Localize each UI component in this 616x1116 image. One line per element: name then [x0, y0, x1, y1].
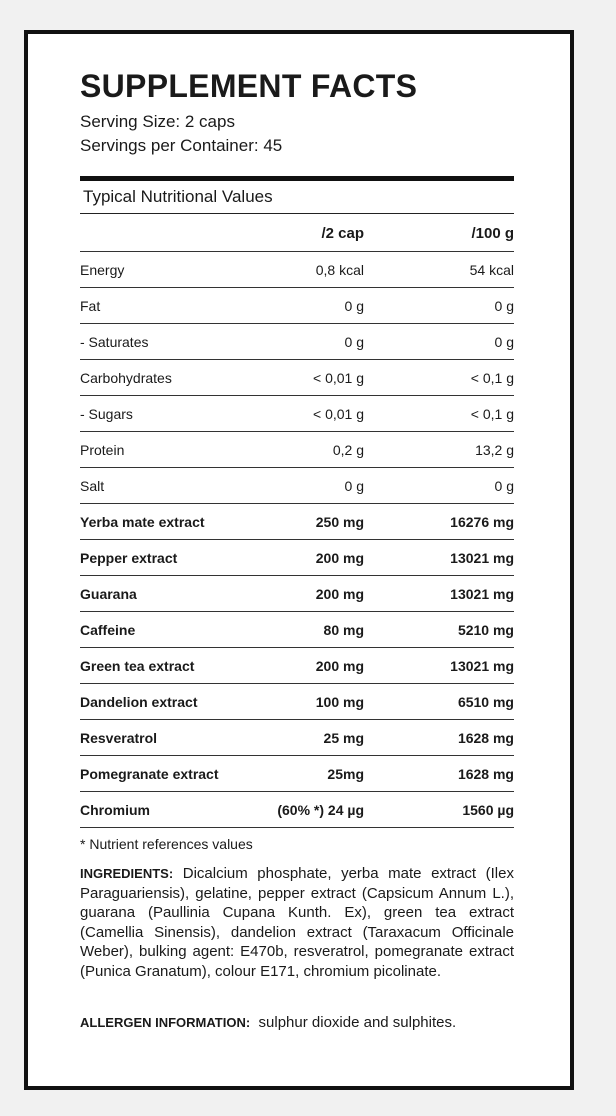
- per-100g-value: 0 g: [364, 324, 514, 360]
- servings-per-container: Servings per Container: 45: [80, 136, 283, 155]
- nutrient-name: - Saturates: [80, 324, 260, 360]
- nutrient-name: Pomegranate extract: [80, 756, 260, 792]
- per-100g-value: 0 g: [364, 468, 514, 504]
- per-100g-value: 6510 mg: [364, 684, 514, 720]
- nutrient-name: Green tea extract: [80, 648, 260, 684]
- column-header-name: [80, 216, 260, 252]
- per-serving-value: 200 mg: [260, 576, 364, 612]
- nutrient-name: Chromium: [80, 792, 260, 828]
- table-row: [80, 360, 514, 396]
- per-serving-value: 0 g: [260, 468, 364, 504]
- nutrient-name: Fat: [80, 288, 260, 324]
- per-100g-value: < 0,1 g: [364, 360, 514, 396]
- supplement-facts-panel: [24, 30, 574, 1090]
- per-100g-value: 13021 mg: [364, 576, 514, 612]
- nutrient-name: Energy: [80, 252, 260, 288]
- nutrient-name: - Sugars: [80, 396, 260, 432]
- allergen-block: [80, 1014, 520, 1031]
- per-100g-value: 1628 mg: [364, 756, 514, 792]
- table-row: [80, 684, 514, 720]
- per-100g-value: 13021 mg: [364, 648, 514, 684]
- page-title: SUPPLEMENT FACTS: [80, 68, 418, 104]
- nutrient-name: Dandelion extract: [80, 684, 260, 720]
- nutrient-name: Yerba mate extract: [80, 504, 260, 540]
- footnote: * Nutrient references values: [80, 836, 253, 852]
- nutrient-name: Carbohydrates: [80, 360, 260, 396]
- per-100g-value: 13021 mg: [364, 540, 514, 576]
- per-serving-value: 0,2 g: [260, 432, 364, 468]
- per-serving-value: (60% *) 24 µg: [260, 792, 364, 828]
- per-100g-value: 13,2 g: [364, 432, 514, 468]
- per-serving-value: 25 mg: [260, 720, 364, 756]
- allergen-label: ALLERGEN INFORMATION:: [80, 1015, 251, 1030]
- nutrient-name: Guarana: [80, 576, 260, 612]
- table-row: [80, 396, 514, 432]
- nutrient-name: Pepper extract: [80, 540, 260, 576]
- per-serving-value: 25mg: [260, 756, 364, 792]
- nutrient-name: Resveratrol: [80, 720, 260, 756]
- column-header-per-100g: /100 g: [364, 216, 514, 252]
- per-100g-value: 54 kcal: [364, 252, 514, 288]
- table-row: [80, 432, 514, 468]
- per-serving-value: 0 g: [260, 288, 364, 324]
- per-serving-value: < 0,01 g: [260, 396, 364, 432]
- per-100g-value: < 0,1 g: [364, 396, 514, 432]
- per-100g-value: 1560 µg: [364, 792, 514, 828]
- per-100g-value: 1628 mg: [364, 720, 514, 756]
- per-serving-value: 0,8 kcal: [260, 252, 364, 288]
- table-row: [80, 648, 514, 684]
- table-row: [80, 252, 514, 288]
- per-serving-value: 100 mg: [260, 684, 364, 720]
- table-row: [80, 540, 514, 576]
- serving-size: Serving Size: 2 caps: [80, 112, 235, 131]
- per-serving-value: 200 mg: [260, 648, 364, 684]
- table-header-row: [80, 216, 514, 252]
- nutrient-name: Salt: [80, 468, 260, 504]
- allergen-text: sulphur dioxide and sulphites.: [258, 1014, 457, 1031]
- table-row: [80, 720, 514, 756]
- table-row: [80, 288, 514, 324]
- per-serving-value: 250 mg: [260, 504, 364, 540]
- nutrient-name: Caffeine: [80, 612, 260, 648]
- table-row: [80, 576, 514, 612]
- table-row: [80, 468, 514, 504]
- nutrition-table: [80, 216, 514, 828]
- per-serving-value: < 0,01 g: [260, 360, 364, 396]
- table-row: [80, 504, 514, 540]
- table-heading: Typical Nutritional Values: [80, 180, 514, 214]
- column-header-per-serving: /2 cap: [260, 216, 364, 252]
- nutrient-name: Protein: [80, 432, 260, 468]
- ingredients-text: Dicalcium phosphate, yerba mate extract (Ilex Paraguariensis), gelatine, pepper extract (Capsicum Annum L.), guarana (Paullinia Cupana Kunth. Ex), green tea extract (Camellia Sinensis), dandelion extract (Taraxacum Officinale Weber), bulking agent: E470b, resveratrol, pomegranate extract (Punica Granatum), colour E171, chromium picolinate.: [80, 865, 514, 980]
- per-100g-value: 0 g: [364, 288, 514, 324]
- per-100g-value: 5210 mg: [364, 612, 514, 648]
- ingredients-block: [80, 864, 514, 981]
- table-row: [80, 756, 514, 792]
- table-row: [80, 324, 514, 360]
- serving-info: [80, 110, 282, 158]
- table-row: [80, 612, 514, 648]
- table-row: [80, 792, 514, 828]
- per-serving-value: 200 mg: [260, 540, 364, 576]
- ingredients-label: INGREDIENTS:: [80, 866, 174, 881]
- per-serving-value: 80 mg: [260, 612, 364, 648]
- per-serving-value: 0 g: [260, 324, 364, 360]
- per-100g-value: 16276 mg: [364, 504, 514, 540]
